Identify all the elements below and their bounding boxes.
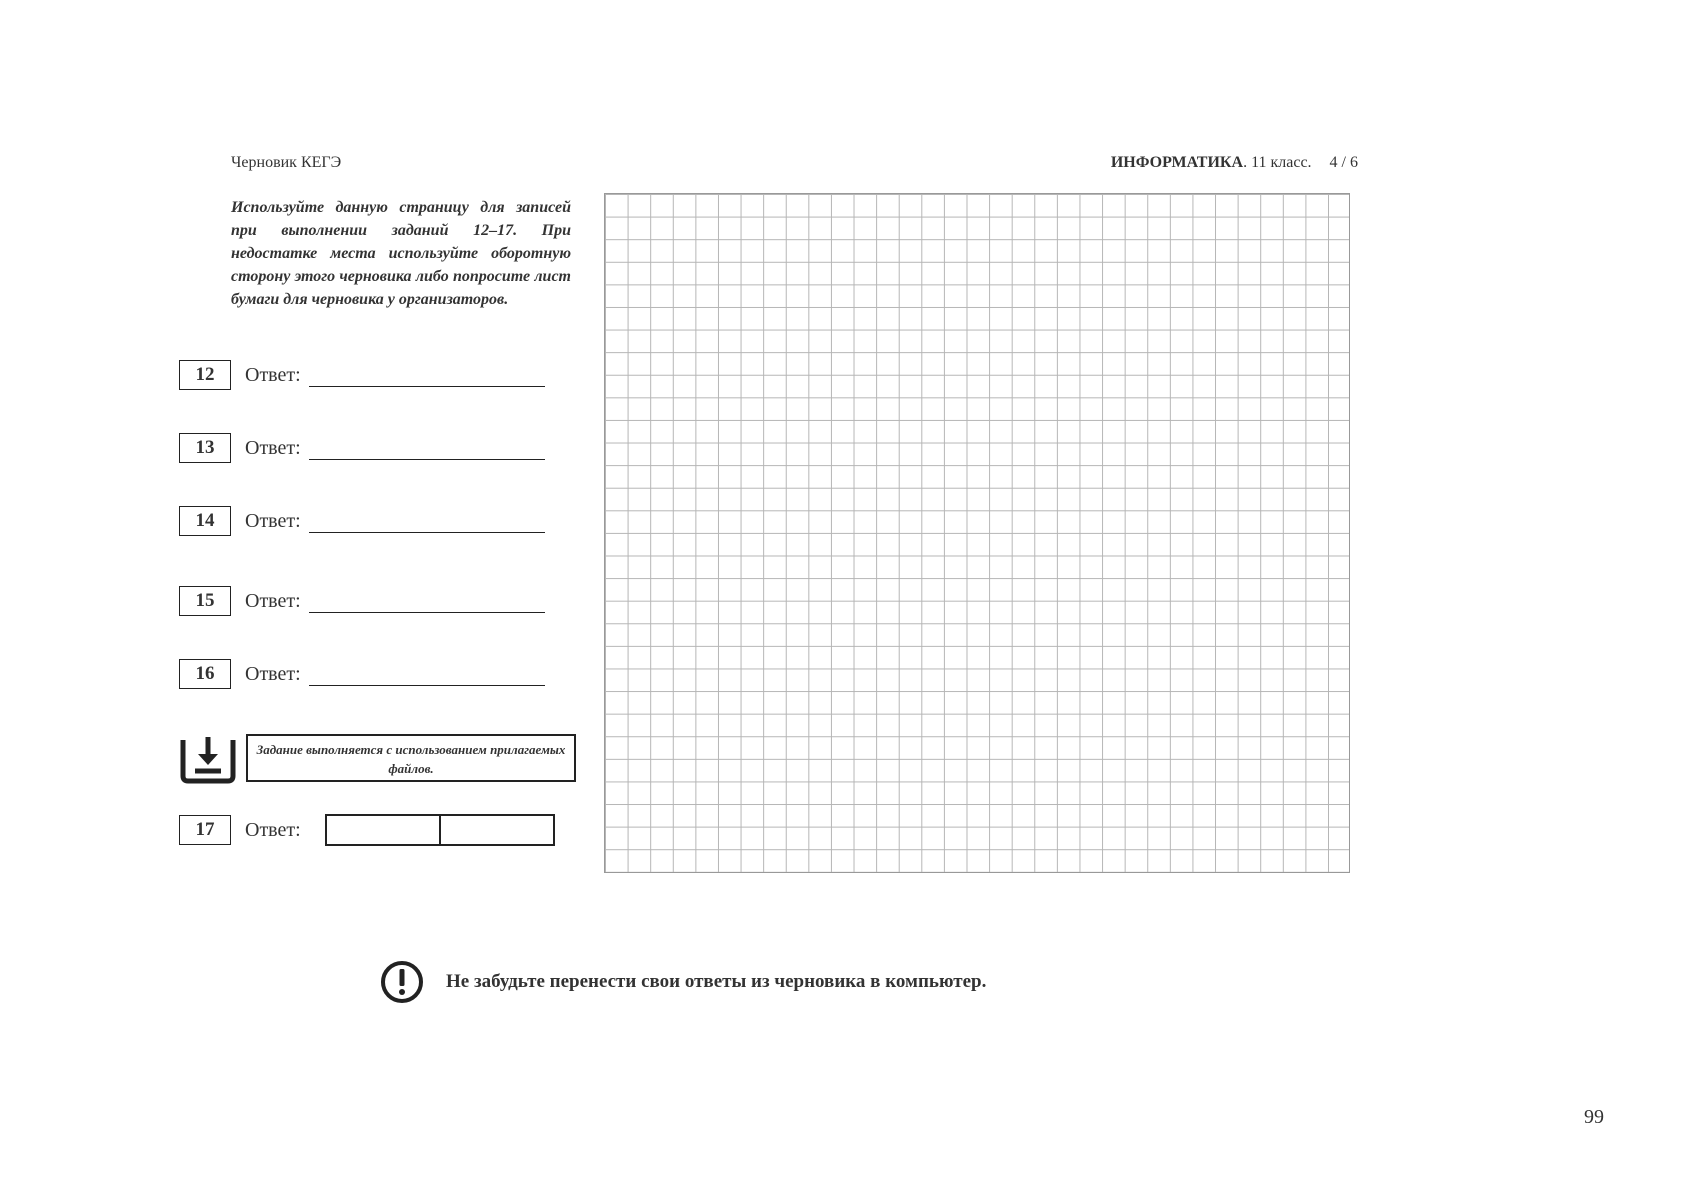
page-number: 99 xyxy=(1584,1106,1604,1128)
download-file-icon xyxy=(179,734,237,784)
exclamation-circle-icon xyxy=(380,960,424,1004)
answer-row-17 xyxy=(179,814,555,846)
answer-field[interactable] xyxy=(309,663,545,686)
answer-label: Ответ: xyxy=(245,589,301,612)
answer-field[interactable] xyxy=(309,364,545,387)
task-number: 17 xyxy=(179,815,231,845)
answer-row-12 xyxy=(179,359,545,391)
answer-row-15 xyxy=(179,585,545,617)
answer-row-13 xyxy=(179,432,545,464)
answer-label: Ответ: xyxy=(245,662,301,685)
answer-label: Ответ: xyxy=(245,818,301,841)
reminder-text: Не забудьте перенести свои ответы из черновика в компьютер. xyxy=(446,971,987,992)
answer-box-2[interactable] xyxy=(439,816,553,844)
header-right xyxy=(1111,154,1358,172)
header-left: Черновик КЕГЭ xyxy=(231,154,342,171)
answer-label: Ответ: xyxy=(245,509,301,532)
subject-title: ИНФОРМАТИКА xyxy=(1110,154,1244,171)
task-number: 15 xyxy=(179,586,231,616)
draft-grid[interactable] xyxy=(604,193,1350,873)
answer-box-1[interactable] xyxy=(327,816,439,844)
answer-label: Ответ: xyxy=(245,363,301,386)
answer-label: Ответ: xyxy=(245,436,301,459)
task-number: 13 xyxy=(179,433,231,463)
reminder xyxy=(380,960,986,1004)
class-label: . 11 класс. xyxy=(1243,154,1312,171)
answer-field[interactable] xyxy=(309,510,545,533)
instructions: Используйте данную страницу для записей при выполнении заданий 12–17. При недостатке места используйте оборотную сторону этого черновика либо попросите лист бумаги для черновика у организаторов. xyxy=(231,199,571,308)
answer-row-14 xyxy=(179,505,545,537)
page-indicator: 4 / 6 xyxy=(1329,154,1358,171)
answer-boxes xyxy=(325,814,555,846)
answer-row-16 xyxy=(179,658,545,690)
task-number: 12 xyxy=(179,360,231,390)
file-task-note: Задание выполняется с использованием прилагаемых файлов. xyxy=(246,734,576,782)
task-number: 14 xyxy=(179,506,231,536)
answer-field[interactable] xyxy=(309,437,545,460)
answer-field[interactable] xyxy=(309,590,545,613)
task-number: 16 xyxy=(179,659,231,689)
